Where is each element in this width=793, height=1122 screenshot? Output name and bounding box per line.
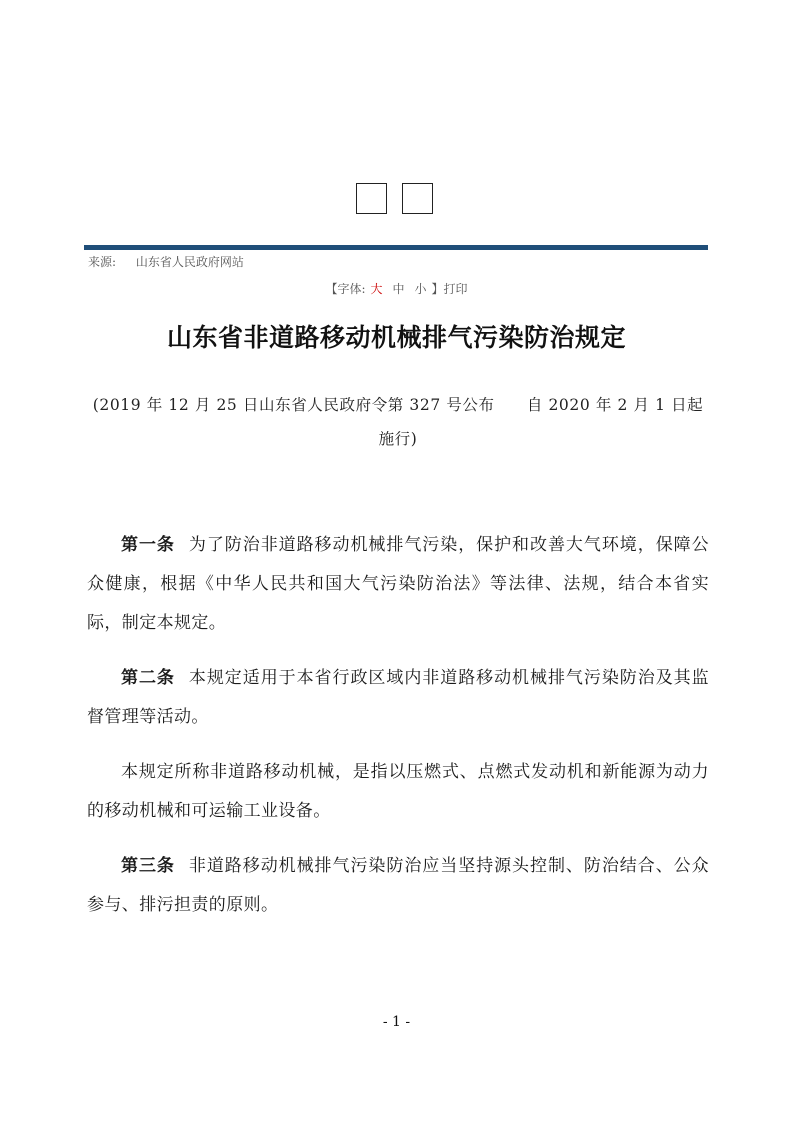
placeholder-box-2 (402, 183, 433, 214)
font-medium-button[interactable]: 中 (392, 282, 405, 296)
article-1 (87, 526, 709, 643)
article-text: 非道路移动机械排气污染防治应当坚持源头控制、防治结合、公众参与、排污担责的原则。 (87, 856, 709, 915)
article-2 (87, 659, 709, 737)
source-label: 来源: (88, 255, 117, 269)
document-title: 山东省非道路移动机械排气污染防治规定 (166, 323, 626, 352)
article-2-paragraph-2 (87, 753, 709, 831)
placeholder-box-1 (356, 183, 387, 214)
placeholder-glyph-boxes (356, 183, 433, 214)
header-rule (84, 245, 708, 250)
article-label: 第三条 (121, 856, 175, 876)
font-small-button[interactable]: 小 (414, 282, 427, 296)
font-large-button[interactable]: 大 (370, 282, 383, 296)
source-value: 山东省人民政府网站 (135, 255, 244, 269)
article-label: 第一条 (121, 535, 175, 555)
article-3 (87, 847, 709, 925)
source-line (88, 253, 244, 270)
article-label: 第二条 (121, 668, 175, 688)
font-controls-suffix: 】 (431, 282, 444, 296)
document-subtitle: (2019 年 12 月 25 日山东省人民政府令第 327 号公布 自 2020 年 2 月 1 日起施行) (92, 396, 704, 448)
print-button[interactable]: 打印 (443, 282, 468, 296)
article-text: 本规定所称非道路移动机械，是指以压燃式、点燃式发动机和新能源为动力的移动机械和可运输工业设备。 (87, 762, 709, 821)
page-number: - 1 - (382, 1014, 411, 1030)
font-size-controls (0, 280, 793, 297)
document-body (87, 526, 709, 941)
font-controls-prefix: 【字体: (325, 282, 366, 296)
article-text: 为了防治非道路移动机械排气污染，保护和改善大气环境，保障公众健康，根据《中华人民共和国大气污染防治法》等法律、法规，结合本省实际，制定本规定。 (87, 535, 709, 633)
article-text: 本规定适用于本省行政区域内非道路移动机械排气污染防治及其监督管理等活动。 (87, 668, 709, 727)
